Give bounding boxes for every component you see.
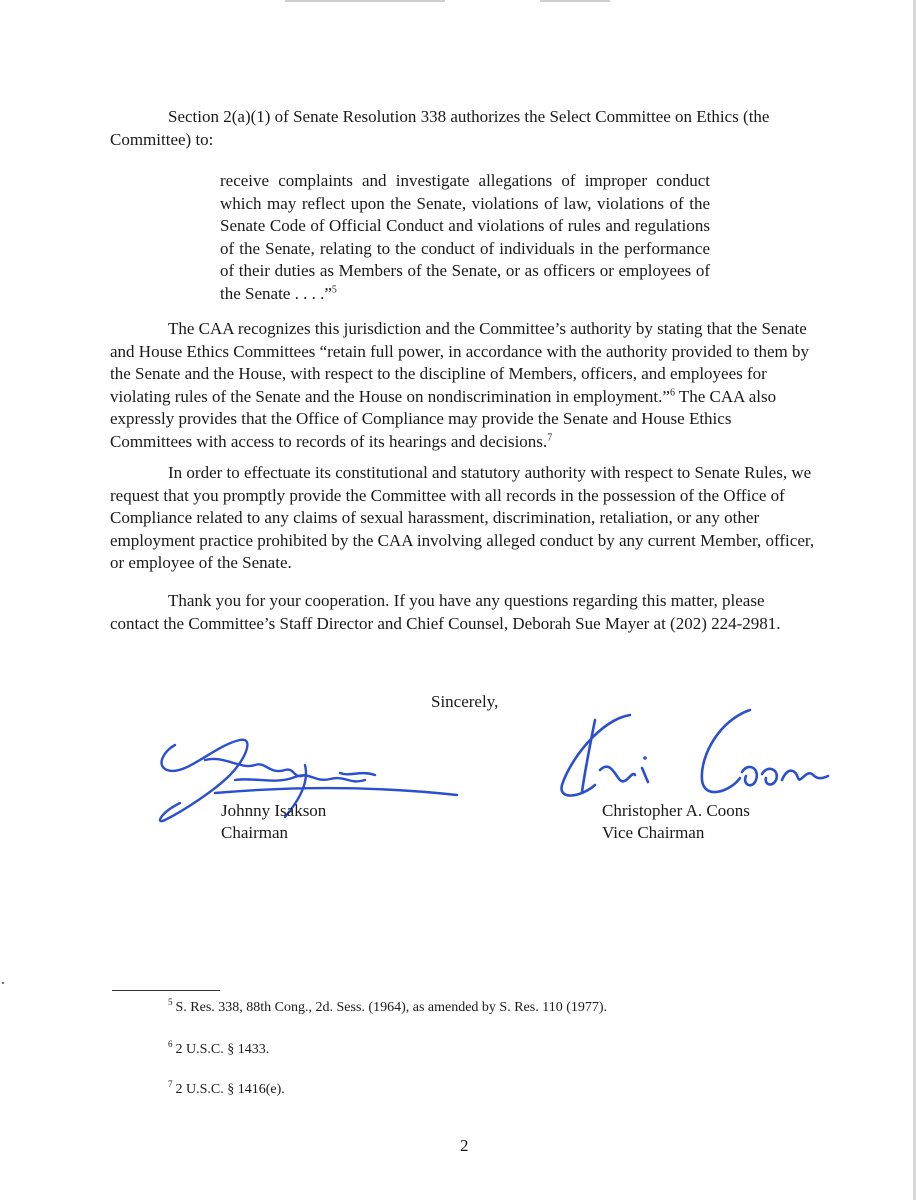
- signer-title: Vice Chairman: [602, 823, 705, 842]
- footnote-number: 5: [168, 997, 173, 1008]
- signer-title: Chairman: [221, 823, 289, 842]
- footnote-ref: 6: [669, 386, 675, 398]
- signature-coons: [550, 700, 840, 810]
- paragraph-text: The CAA recognizes this jurisdiction and the Committee’s authority by stating that the Senate and House Ethics Committees “retain full power, in accordance with the authority provided to them by the Senate and the House, with respect to the discipline of Members, officers, and employees for violating rules of the Senate and the House on nondiscrimination in employment.”: [110, 319, 809, 406]
- scan-artifact: [285, 0, 445, 2]
- footnote-ref: 5: [331, 283, 337, 295]
- footnote-text: 2 U.S.C. § 1433.: [175, 1042, 270, 1057]
- closing-sincerely: Sincerely,: [431, 692, 499, 711]
- footnote-7: [168, 1079, 285, 1098]
- block-quote: [220, 170, 710, 305]
- quote-text: receive complaints and investigate allegations of improper conduct which may reflect upon the Senate, violations of law, violations of the Senate Code of Official Conduct and violations of rules and regulations of the Senate, relating to the conduct of individuals in the performance of their duties as Members of the Senate, or as officers or employees of the Senate . . . .”: [220, 171, 710, 303]
- paragraph-caa-jurisdiction: [110, 318, 816, 453]
- paragraph-text: Section 2(a)(1) of Senate Resolution 338 authorizes the Select Committee on Ethics (the Committee) to:: [110, 107, 770, 149]
- signer-left: [221, 800, 326, 844]
- signer-name: Johnny Isakson: [221, 801, 327, 820]
- footnote-number: 7: [168, 1079, 173, 1090]
- paragraph-authorization: [110, 106, 816, 151]
- paragraph-text: The CAA also expressly provides that the Office of Compliance may provide the Senate and House Ethics Committees with access to records of its hearings and decisions.: [110, 386, 777, 451]
- footnote-text: 2 U.S.C. § 1416(e).: [175, 1082, 285, 1097]
- footnote-ref: 7: [547, 431, 553, 443]
- footnote-divider: [112, 990, 220, 991]
- signer-name: Christopher A. Coons: [602, 801, 750, 820]
- scan-speck: [2, 982, 4, 984]
- footnote-6: [168, 1039, 270, 1058]
- scan-artifact: [540, 0, 610, 2]
- paragraph-thanks: [110, 590, 816, 635]
- paragraph-text: Thank you for your cooperation. If you have any questions regarding this matter, please contact the Committee’s Staff Director and Chief Counsel, Deborah Sue Mayer at (202) 224-2981.: [110, 591, 781, 633]
- footnote-number: 6: [168, 1039, 173, 1050]
- page-number: 2: [460, 1136, 469, 1155]
- footnote-text: S. Res. 338, 88th Cong., 2d. Sess. (1964), as amended by S. Res. 110 (1977).: [175, 1000, 608, 1015]
- footnote-5: [168, 997, 608, 1016]
- signer-right: [602, 800, 750, 844]
- paragraph-text: In order to effectuate its constitutional and statutory authority with respect to Senate Rules, we request that you promptly provide the Committee with all records in the possession of the Office of Compliance related to any claims of sexual harassment, discrimination, retaliation, or any other employment practice prohibited by the CAA involving alleged conduct by any current Member, officer, or employee of the Senate.: [110, 463, 815, 572]
- paragraph-request: [110, 462, 816, 575]
